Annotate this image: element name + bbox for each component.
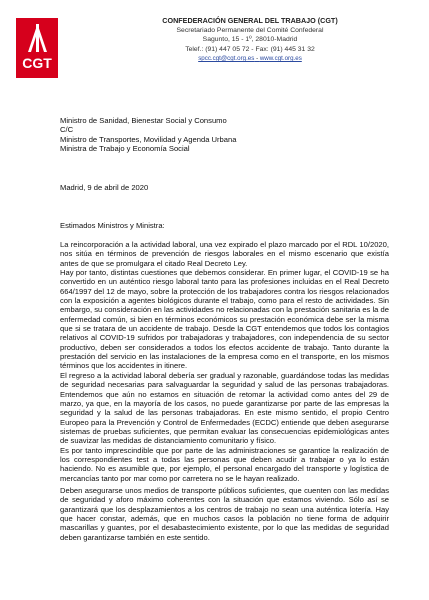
contact-links: spcc.cgt@cgt.org.es - www.cgt.org.es <box>198 55 302 63</box>
recipient-line: C/C <box>60 125 74 135</box>
greeting: Estimados Ministros y Ministra: <box>60 221 165 230</box>
body-paragraph: El regreso a la actividad laboral debería ser gradual y razonable, guardándose todas las medidas de seguridad necesarias para salvaguardar la seguridad y salud de las personas trabajadoras. Entendemos que aún no estamos en situación de retomar la actividad como antes del 29 de marzo, ya que, en la mayoría de los casos, no puede garantizarse por parte de las empresas la seguridad y la salud de las personas trabajadoras. En este mismo sentido, el propio Centro Europeo para la Prevención y Control de Enfermedades (ECDC) entiende que deben asegurarse sistemas de pruebas suficientes, que permitan evaluar las consecuencias epidemiológicas antes de suavizar las medidas de distanciamiento comunitario y físico. <box>60 370 389 446</box>
svg-text:CGT: CGT <box>22 55 52 71</box>
letter-body <box>60 240 389 542</box>
body-paragraph: Es por tanto imprescindible que por parte de las administraciones se garantice la realización de los correspondientes test a todas las personas que deben acudir a trabajar o ya lo están haciendo. No es asumible que, por ejemplo, el personal encargado del transporte y logística de mercancías tanto por mar como por carretera no se le hayan realizado. <box>60 445 389 483</box>
recipient-line: Ministro de Transportes, Movilidad y Agenda Urbana <box>60 134 237 144</box>
body-paragraph: Hay por tanto, distintas cuestiones que debemos considerar. En primer lugar, el COVID-19 se ha convertido en un auténtico riesgo laboral tanto para las profesiones incluidas en el Real Decreto 664/1997 del 12 de mayo, sobre la protección de los trabajadores contra los riesgos relacionados con la exposición a agentes biológicos durante el trabajo, como para el resto de actividades. Sin embargo, su consideración en las actividades no relacionadas con la prestación sanitaria es la de enfermedad común, si bien en términos económicos su prestación económica debe ser la misma que si se tratara de un accidente de trabajo. Desde la CGT entendemos que todos los contagios relativos al COVID-19 sufridos por trabajadoras y trabajadores, con independencia de su sector productivo, deben ser considerados a todos los efectos accidente de trabajo. Tanto durante la prestación del servicio en las instalaciones de la empresa como en el transporte, en los mismos términos que los accidentes in itinere. <box>60 268 389 371</box>
body-paragraph: La reincorporación a la actividad laboral, una vez expirado el plazo marcado por el RDL 10/2020, nos sitúa en términos de prevención de riesgos laborales en el mismo escenario que existía antes de que se promulgara el citado Real Decreto Ley. <box>60 240 389 268</box>
address: Sagunto, 15 - 1º, 28010-Madrid <box>202 36 298 44</box>
website-link[interactable]: www.cgt.org.es <box>259 55 302 63</box>
letter-date: Madrid, 9 de abril de 2020 <box>60 183 149 192</box>
recipients-block <box>60 116 389 153</box>
email-link[interactable]: spcc.cgt@cgt.org.es <box>198 55 255 63</box>
org-name: CONFEDERACIÓN GENERAL DEL TRABAJO (CGT) <box>162 16 338 25</box>
cgt-logo <box>16 18 58 78</box>
secretariat-name: Secretariado Permanente del Comité Confederal <box>176 26 324 34</box>
phone-fax: Telef.: (91) 447 05 72 - Fax: (91) 445 31 32 <box>185 45 315 53</box>
cgt-logo-graphic <box>16 18 58 78</box>
recipient-line: Ministro de Sanidad, Bienestar Social y Consumo <box>60 116 227 125</box>
recipient-line: Ministra de Trabajo y Economía Social <box>60 144 190 154</box>
body-paragraph: Deben asegurarse unos medios de transporte públicos suficientes, que cuenten con las medidas de seguridad y aforo máximo coherentes con la situación que estamos viviendo. Sólo así se garantizará que los desplazamientos a los centros de trabajo no sean una auténtica lotería. Hay que hacer constar, además, que en muchos casos la población no tiene forma de adquirir mascarillas y guantes, por el desabastecimiento existente, por lo que las medidas de seguridad deben garantizarse también en este sentido. <box>60 485 389 542</box>
letterhead <box>100 16 400 64</box>
